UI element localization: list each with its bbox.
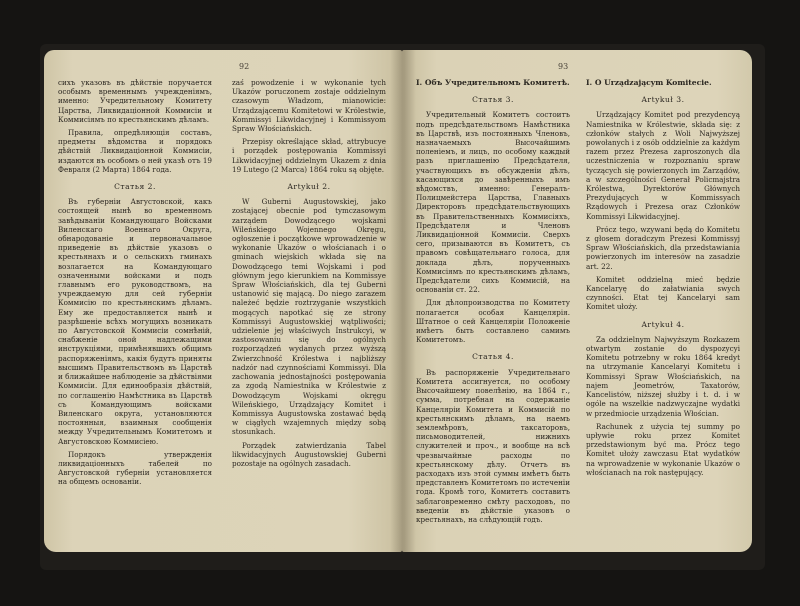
paragraph: Rachunek z użycia tej summy po upływie roku przez Komitet przedstawionym być ma. Prócz tego Komitet ułoży zawczasu Etat wydatków na wprowadzenie w wykonanie Ukazów o włościanach na rok następujący. xyxy=(586,421,740,477)
paragraph: Za oddzielnym Najwyższym Rozkazem otwartym zostanie do dyspozycyi Komitetu potrzebny w roku 1864 kredyt na utrzymanie Kancelaryi Komitetu i Kommissyi Spraw Włościańskich, na najem Jeometrów, Taxatorów, Kancelistów, niższej służby i t. d. i w ogóle na wszelkie nadzwyczajne wydatki w przedmiocie urządzenia Włościan. xyxy=(586,334,740,418)
paragraph: zaś powodzenie i w wykonanie tych Ukazów poruczonem zostaje oddzielnym czasowym Władzom, mianowicie: Urządzającemu Komitetowi w Królestwie, Kommissyi Likwidacyjnej i Kommissyom Spraw Włościańskich. xyxy=(232,78,386,134)
right-page xyxy=(402,50,752,552)
article-heading: Artykuł 2. xyxy=(287,182,331,192)
paragraph: сихъ указовъ въ дѣйствіе поручается особымъ временнымъ учрежденіямъ, именно: Учредительному Комитету Царства, Ликвидаціонной Коммисіи и Коммисіямъ по крестьянскимъ дѣламъ. xyxy=(58,78,212,124)
paragraph: Въ распоряженіе Учредительнаго Комитета ассигнуется, по особому Высочайшему повелѣнію, на 1864 г., сумма, потребная на содержаніе Канцеляріи Комитета и Коммисій по крестьянскимъ дѣламъ, на наемъ землемѣровъ, таксаторовъ, письмоводителей, нижнихъ служителей и проч., и вообще на всѣ чрезвычайные расходы по крестьянскому дѣлу. Отчетъ въ расходахъ изъ этой суммы имѣетъ быть представленъ Комитетомъ по истеченіи года. Кромѣ того, Комитетъ составитъ заблаговременно смѣту расходовъ, по введеніи въ дѣйствіе указовъ о крестьянахъ, на слѣдующій годъ. xyxy=(416,367,570,524)
russian-column-right xyxy=(416,78,570,524)
paragraph: Prócz tego, wzywani będą do Komitetu z głosem doradczym Prezesi Kommissyj Spraw Włościańskich, dla przedstawiania powierzonych im interesów na zasadzie art. 22. xyxy=(586,224,740,271)
article-heading: Статья 2. xyxy=(114,182,156,192)
paragraph: Porządek zatwierdzania Tabel likwidacyjnych Augustowskiej Guberni pozostaje na ogólnych zasadach. xyxy=(232,440,386,468)
paragraph: W Guberni Augustowskiej, jako zostającej obecnie pod tymczasowym zarządem Dowodzącego wojskami Wileńskiego Wojennego Okręgu, ogłoszenie i początkowe wprowadzenie w wykonanie Ukazów o włościanach i o gminach wiejskich wkłada się na Dowodzącego temi Wojskami i pod głównym jego kierunkiem na Kommissye Spraw Włościańskich, dla tej Guberni ustanowić się mającą. Do niego zarazem należeć będzie roztrzyganie wszystkich mogących napotkać się ze strony Kommissyi Augustowskiej wątpliwości; udzielenie jej właściwych Instrukcyi, w zastosowaniu się do ogólnych rozporządzeń wydanych przez wyższą Zwierzchność Królestwa i najbliższy nadzór nad czynnościami Kommissyi. Dla zachowania jednostajności postępowania za zgodą Namiestnika w Królestwie z Dowodzącym Wojskami okręgu Wileńskiego, Urządzający Komitet i Kommissya Augustowska zostawać będą w ciągłych wzajemnych między sobą stosunkach. xyxy=(232,197,386,437)
page-number-left: 92 xyxy=(239,62,250,71)
paragraph: Въ губерніи Августовской, какъ состоящей нынѣ во временномъ завѣдываніи Командующаго Войсками Виленскаго Военнаго Округа, обнародованіе и первоначальное приведеніе въ дѣйствіе указовъ о крестьянахъ и о сельскихъ гминахъ возлагается на Командующаго означенными войсками и подъ главнымъ его руководствомъ, на учреждаемую для сей губерніи Коммисію по крестьянскимъ дѣламъ. Ему же предоставляется нынѣ и разрѣшеніе всѣхъ могущихъ возникать по Августовской Коммисіи сомнѣній, снабженіе оной надлежащими инструкціями, примѣнявшихъ общимъ распоряженіямъ, какія будутъ приняты высшимъ Правительствомъ въ Царствѣ и ближайшее наблюденіе за дѣйствіями Коммисіи. Для единообразія дѣйствій, по соглашенію Намѣстника въ Царствѣ съ Командующимъ войсками Виленскаго округа, установляются постоянныя, взаимныя сообщенія между Учредительнымъ Комитетомъ и Августовскою Коммисіею. xyxy=(58,197,212,446)
article-heading: Artykuł 3. xyxy=(641,95,685,105)
polish-column-left xyxy=(232,78,386,512)
section-heading: I. Объ Учредительномъ Комитетѣ. xyxy=(416,78,570,87)
article-heading: Статья 4. xyxy=(472,352,514,362)
paragraph: Komitet oddzielną mieć będzie Kancelaryę do załatwiania swych czynności. Etat tej Kancelaryi sam Komitet ułoży. xyxy=(586,274,740,312)
paragraph: Przepisy określające skład, attrybucye i porządek postępowania Kommissyi Likwidacyjnej oddzielnym Ukazem z dnia 19 Lutego (2 Marca) 1864 roku są objęte. xyxy=(232,137,386,174)
paragraph: Urządzający Komitet pod prezydencyą Namiestnika w Królestwie, składa się: z członków stałych z Woli Najwyższej powołanych i z osób oddzielnie za każdym razem przez Prezesa zaproszonych dla uczestniczenia w rozpoznaniu spraw tyczących się powierzonych im Zarządów, a w szczególności Generał Policmajstra Królestwa, Dyrektorów Głównych Prezydujących w Kommissyach Rządowych i Prezesa oraz Członków Kommissyi Likwidacyjnej. xyxy=(586,110,740,221)
section-heading: I. O Urządzającym Komitecie. xyxy=(586,78,712,87)
page-number-right: 93 xyxy=(558,62,569,71)
paragraph: Правила, опредѣляющія составъ, предметы вѣдомства и порядокъ дѣйствій Ликвидаціонной Коммисіи, издаются въ особомъ о ней указѣ отъ 19 Февраля (2 Марта) 1864 года. xyxy=(58,128,212,174)
article-heading: Статья 3. xyxy=(472,95,514,105)
polish-column-right xyxy=(586,78,740,512)
paragraph: Учредительный Комитетъ состоитъ подъ предсѣдательствомъ Намѣстника въ Царствѣ, изъ постоянныхъ Членовъ, назначаемыхъ Высочайшимъ поленіемъ, и лицъ, по особому каждый разъ приглашенію Предсѣдателя, участвующихъ въ обсужденіи дѣлъ, касающихся до завѣренныхъ имъ вѣдомствъ, именно: Генералъ-Полицмейстера Царства, Главныхъ Директоровъ предсѣдательствующихъ въ Правительственныхъ Коммисіяхъ, Предсѣдателя и Членовъ Ликвидаціонной Коммисіи. Сверхъ сего, призываются въ Комитетъ, съ правомъ совѣщательнаго голоса, для доклада дѣлъ, порученныхъ Коммисіямъ по крестьянскимъ дѣламъ, Предсѣдатели сихъ Коммисій, на основаніи ст. 22. xyxy=(416,110,570,295)
left-page xyxy=(44,50,402,552)
paragraph: Для дѣлопроизводства по Комитету полагается особая Канцелярія. Штатное о сей Канцеляріи Положеніе имѣетъ быть составлено самимъ Комитетомъ. xyxy=(416,298,570,345)
russian-column-left xyxy=(58,78,212,512)
paragraph: Порядокъ утвержденія ликвидаціонныхъ табелей по Августовской губерніи установляется на общемъ основаніи. xyxy=(58,449,212,487)
article-heading: Artykuł 4. xyxy=(641,319,685,329)
